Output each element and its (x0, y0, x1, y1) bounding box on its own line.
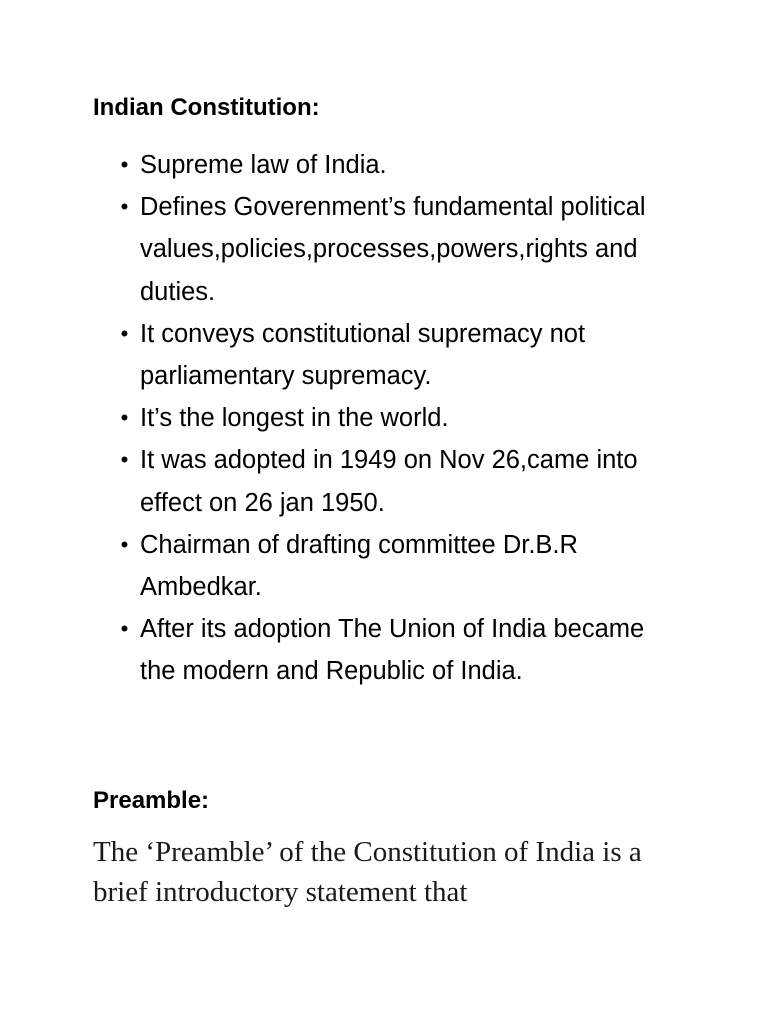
bullet-icon: • (120, 194, 129, 220)
list-item (0, 313, 685, 397)
bullet-icon: • (120, 320, 129, 346)
preamble-paragraph: The ‘Preamble’ of the Constitution of India is a brief introductory statement that (93, 836, 642, 908)
list-item (0, 144, 685, 186)
section-heading-indian-constitution: Indian Constitution: (93, 94, 320, 121)
bullet-icon: • (120, 152, 129, 177)
bullet-icon: • (120, 405, 129, 431)
list-item (0, 439, 685, 523)
list-item (0, 397, 685, 439)
bullet-list (0, 144, 768, 693)
list-item (0, 608, 685, 692)
bullet-icon: • (120, 616, 129, 642)
list-item-text: Supreme law of India. (140, 151, 387, 179)
list-item-text: After its adoption The Union of India became the modern and Republic of India. (140, 615, 645, 686)
bullet-icon: • (120, 531, 129, 557)
list-item (0, 186, 685, 313)
section-heading-preamble: Preamble: (93, 787, 210, 814)
list-item (0, 524, 685, 608)
list-item-text: Chairman of drafting committee Dr.B.R Ambedkar. (140, 530, 578, 602)
list-item-text: It conveys constitutional supremacy not parliamentary supremacy. (140, 319, 586, 391)
list-item-text: Defines Goverenment’s fundamental political values,policies,processes,powers,rights and duties. (140, 193, 646, 306)
list-item-text: It was adopted in 1949 on Nov 26,came into effect on 26 jan 1950. (140, 446, 638, 517)
bullet-icon: • (120, 447, 129, 473)
list-item-text: It’s the longest in the world. (140, 404, 449, 433)
